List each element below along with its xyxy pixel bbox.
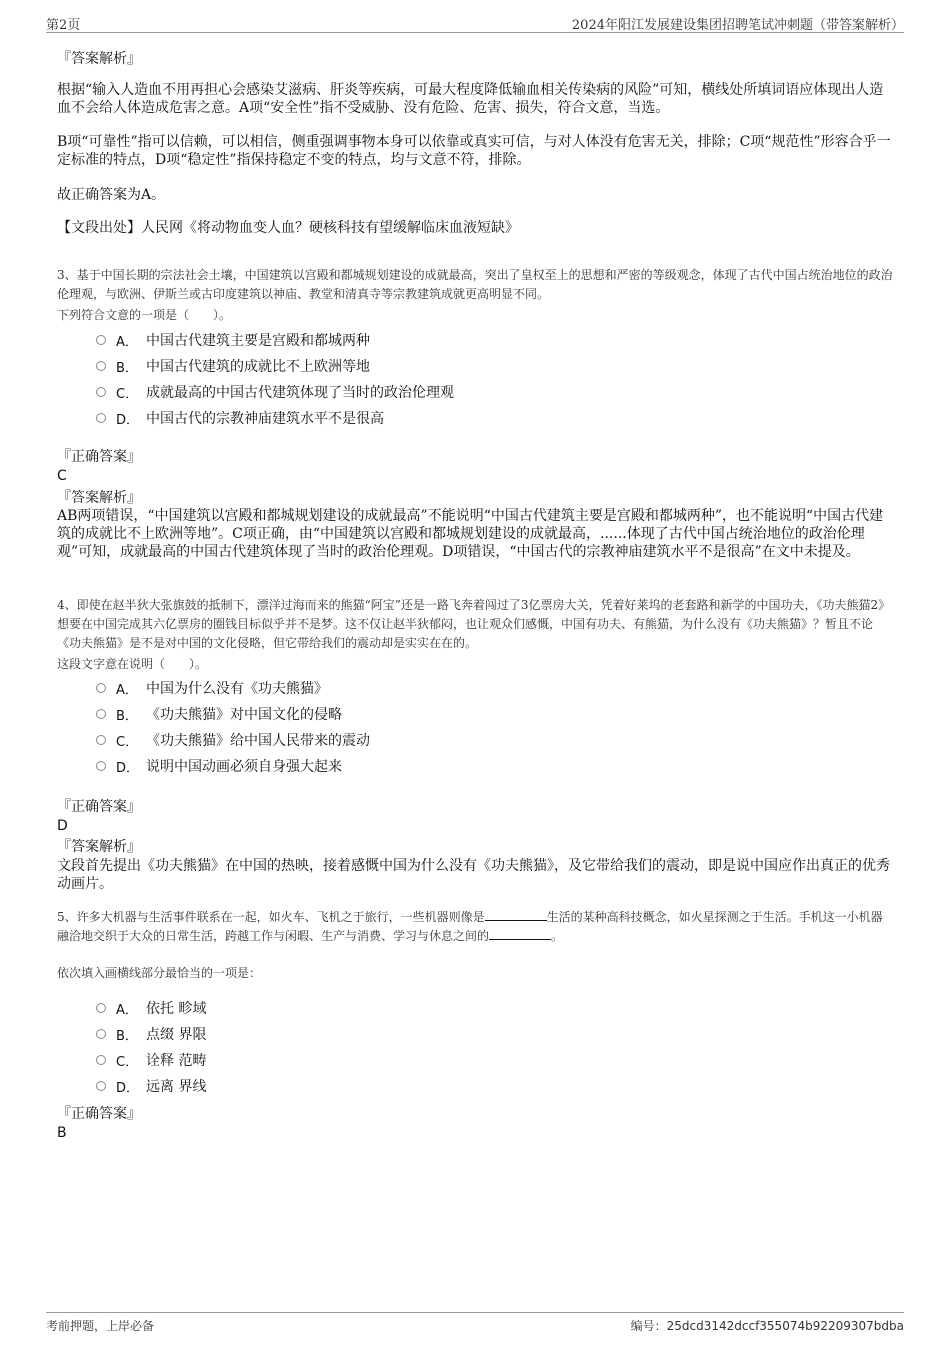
q4-answer-label: 『正确答案』 xyxy=(57,799,141,815)
q4-answer: D xyxy=(57,818,68,834)
radio-icon[interactable] xyxy=(96,761,106,771)
q4-analysis: 文段首先提出《功夫熊猫》在中国的热映，接着感慨中国为什么没有《功夫熊猫》，及它带给我们的震动，即是说中国应作出真正的优秀动画片。 xyxy=(57,858,890,892)
q5-stem: 5、许多大机器与生活事件联系在一起，如火车、飞机之于旅行，一些机器则像是 生活的某种高科技概念，如火星探测之于生活。手机这一小机器融洽地交织于大众的日常生活，跨越工作与闲暇、生产与消费、学习与休息之间的 。 xyxy=(57,910,883,943)
q2-analysis-p1: 根据“输入人造血不用再担心会感染艾滋病、肝炎等疾病，可最大程度降低输血相关传染病的风险”可知，横线处所填词语应体现出人造血不会给人体造成危害之意。A项“安全性”指不受威胁、没有危险、危害、损失，符合文意，当选。 xyxy=(57,82,884,116)
radio-icon[interactable] xyxy=(96,335,106,345)
radio-icon[interactable] xyxy=(96,387,106,397)
q5-option-c[interactable]: C． 诠释 范畴 xyxy=(96,1047,206,1073)
q4-option-b[interactable]: B． 《功夫熊猫》对中国文化的侵略 xyxy=(96,701,370,727)
q3-analysis: AB两项错误，“中国建筑以宫殿和都城规划建设的成就最高”不能说明“中国古代建筑主要是宫殿和都城两种”，也不能说明“中国古代建筑的成就比不上欧洲等地”。C项正确，由“中国建筑以宫殿和都城规划建设的成就最高，......体现了古代中国占统治地位的政治伦理观”可知，成就最高的中国古代建筑体现了当时的政治伦理观。D项错误，“中国古代的宗教神庙建筑水平不是很高”在文中未提及。 xyxy=(57,508,884,560)
radio-icon[interactable] xyxy=(96,1003,106,1013)
radio-icon[interactable] xyxy=(96,1081,106,1091)
q5-answer-label: 『正确答案』 xyxy=(57,1106,141,1122)
q5-option-d[interactable]: D． 远离 界线 xyxy=(96,1073,206,1099)
q5-options xyxy=(96,995,206,1099)
radio-icon[interactable] xyxy=(96,1029,106,1039)
q3-option-d[interactable]: D． 中国古代的宗教神庙建筑水平不是很高 xyxy=(96,405,454,431)
q3-stem: 3、基于中国长期的宗法社会土壤，中国建筑以宫殿和都城规划建设的成就最高，突出了皇权至上的思想和严密的等级观念，体现了古代中国占统治地位的政治伦理观，与欧洲、伊斯兰或古印度建筑以神庙、教堂和清真寺等宗教建筑成就更高明显不同。 xyxy=(57,268,893,301)
q3-option-b[interactable]: B． 中国古代建筑的成就比不上欧洲等地 xyxy=(96,353,454,379)
radio-icon[interactable] xyxy=(96,413,106,423)
page-number: 第2页 xyxy=(46,18,81,33)
q2-source: 【文段出处】人民网《将动物血变人血？硬核科技有望缓解临床血液短缺》 xyxy=(57,220,519,236)
q3-answer: C xyxy=(57,468,67,484)
radio-icon[interactable] xyxy=(96,361,106,371)
q3-analysis-label: 『答案解析』 xyxy=(57,490,141,506)
q2-analysis-p2: B项“可靠性”指可以信赖，可以相信，侧重强调事物本身可以依靠或真实可信，与对人体没有危害无关，排除；C项“规范性”形容合乎一定标准的特点，D项“稳定性”指保持稳定不变的特点，均与文意不符，排除。 xyxy=(57,134,891,168)
q3-option-a[interactable]: A． 中国古代建筑主要是宫殿和都城两种 xyxy=(96,327,454,353)
radio-icon[interactable] xyxy=(96,735,106,745)
q3-options xyxy=(96,327,454,431)
q4-option-a[interactable]: A． 中国为什么没有《功夫熊猫》 xyxy=(96,675,370,701)
q4-option-c[interactable]: C． 《功夫熊猫》给中国人民带来的震动 xyxy=(96,727,370,753)
footer-slogan: 考前押题，上岸必备 xyxy=(46,1319,155,1333)
page-footer xyxy=(46,1312,904,1335)
q2-analysis-conclusion: 故正确答案为A。 xyxy=(57,187,166,203)
q3-option-c[interactable]: C． 成就最高的中国古代建筑体现了当时的政治伦理观 xyxy=(96,379,454,405)
blank-2 xyxy=(489,927,551,940)
q5-answer: B xyxy=(57,1125,67,1141)
q4-ask: 这段文字意在说明（ ）。 xyxy=(57,657,208,671)
q4-analysis-label: 『答案解析』 xyxy=(57,839,141,855)
radio-icon[interactable] xyxy=(96,1055,106,1065)
document-title: 2024年阳江发展建设集团招聘笔试冲刺题（带答案解析） xyxy=(571,18,904,33)
radio-icon[interactable] xyxy=(96,709,106,719)
page-header xyxy=(46,12,904,33)
blank-1 xyxy=(485,908,547,921)
radio-icon[interactable] xyxy=(96,683,106,693)
q5-option-a[interactable]: A． 依托 畛域 xyxy=(96,995,206,1021)
document-code: 编号：25dcd3142dccf355074b92209307bdba xyxy=(630,1319,904,1333)
q4-option-d[interactable]: D． 说明中国动画必须自身强大起来 xyxy=(96,753,370,779)
q5-option-b[interactable]: B． 点缀 界限 xyxy=(96,1021,206,1047)
q4-stem: 4、即使在赵半狄大张旗鼓的抵制下，漂洋过海而来的熊猫“阿宝”还是一路飞奔着闯过了3亿票房大关，凭着好莱坞的老套路和新学的中国功夫，《功夫熊猫2》想要在中国完成其六亿票房的圈钱目标似乎并不是梦。这不仅让赵半狄郁闷，也让观众们感慨，中国有功夫、有熊猫，为什么没有《功夫熊猫》？暂且不论《功夫熊猫》是不是对中国的文化侵略，但它带给我们的震动却是实实在在的。 xyxy=(57,598,891,650)
q3-answer-label: 『正确答案』 xyxy=(57,449,141,465)
q5-ask: 依次填入画横线部分最恰当的一项是： xyxy=(57,966,262,980)
q2-analysis-label: 『答案解析』 xyxy=(57,51,141,67)
q4-options xyxy=(96,675,370,779)
q3-ask: 下列符合文意的一项是（ ）。 xyxy=(57,308,232,322)
